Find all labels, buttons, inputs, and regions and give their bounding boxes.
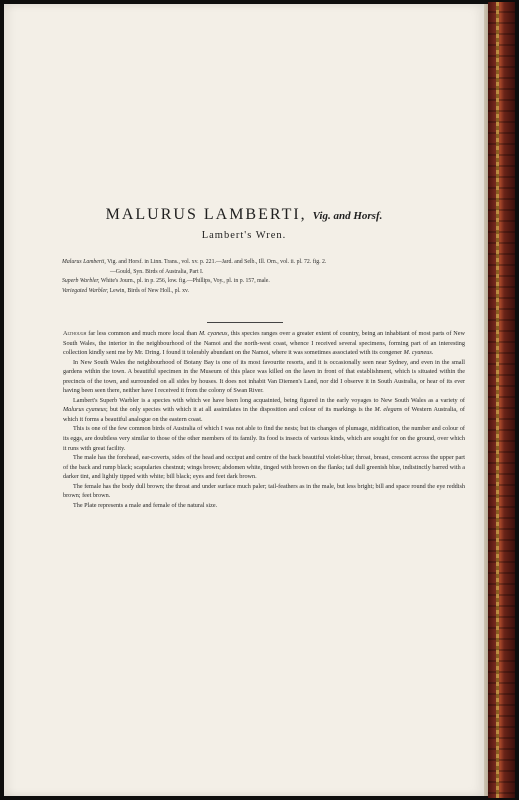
text-run: ; but the only species with which it at all assimilates in the disposition and colour of its markings is the [106,406,375,414]
synonymy-entry [62,287,472,297]
title-block [0,206,488,241]
text-italic: M. cyaneus [198,330,228,337]
binding-gilt-trim [496,2,499,798]
species-title [0,206,488,224]
synonym-reference: —Gould, Syn. Birds of Australia, Part I. [110,268,204,275]
text-run: Lambert's Superb Warbler is a species with which we have been long acquainted, being figured in the early voyages to New South Wales as a variety of [73,396,465,404]
synonym-reference: Vig. and Horsf. in Linn. Trans., vol. xv. p. 221.—Jard. and Selb., Ill. Orn., vol. ii. pl. 72. fig. 2. [105,259,327,265]
species-name: MALURUS LAMBERTI, [105,206,307,223]
text-run: , this species ranges over a greater extent of country, being an inhabitant of most parts of New South Wales, the interior in the neighbourhood of the Namoi and the north-west coast, whence I received several specimens, forming part of an interesting collection kindly sent me by Mr. Dring. I found it tolerably abundant on the Namoi, where it was sometimes associated with its congener [63,330,465,357]
body-text [63,329,465,510]
text-run: far less common and much more local than [86,330,199,337]
synonymy-block [62,258,472,296]
text-run: . [431,349,434,357]
synonym-reference: White's Journ., pl. in p. 256, low. fig.—Phillips, Voy., pl. in p. 157, male. [99,278,270,285]
paragraph: The female has the body dull brown; the throat and under surface much paler; tail-feathers as in the male, but less bright; bill and space round the eye reddish brown; feet brown. [63,482,465,500]
synonymy-entry [62,277,472,287]
text-italic: M. elegans [374,406,403,414]
drop-lead: Although [63,330,87,337]
text-run: of Western Australia, of which it forms a beautiful analogue on the eastern coast. [63,406,465,423]
section-divider [207,322,283,323]
species-authors: Vig. and Horsf. [312,210,383,222]
synonym-name: Variegated Warbler, [62,287,109,294]
book-binding [488,2,515,798]
synonymy-entry [62,258,472,268]
paragraph [63,329,465,358]
synonym-reference: Lewin, Birds of New Holl., pl. xv. [108,287,189,294]
synonym-name: Superb Warbler, [62,278,100,285]
text-italic: Malurus cyaneus [63,406,107,414]
synonym-name: Malurus Lamberti, [62,259,106,265]
paragraph: The Plate represents a male and female of the natural size. [73,501,218,509]
text-italic: M. cyaneus [403,349,432,357]
synonymy-entry [62,268,472,278]
paragraph: This is one of the few common birds of Australia of which I was not able to find the nests; but its changes of plumage, nidification, the number and colour of its eggs, are doubtless very similar to those of the other members of its family. Its food is insects of various kinds, which are sought for on the ground, over which it runs with great facility. [63,425,465,452]
paragraph: In New South Wales the neighbourhood of Botany Bay is one of its most favourite resorts, and it is occasionally seen near Sydney, and even in the small gardens within the town. A beautiful specimen in the Museum of this place was killed on the lawn in front of that establishment, which is situated within the precincts of the town, and surrounded on all sides by houses. It does not inhabit Van Diemen's Land, nor did I observe it in South Australia, or hear of its ever having been seen there, neither have I received it from the colony of Swan River. [63,358,465,395]
common-name: Lambert's Wren. [201,230,287,241]
paragraph [63,396,465,425]
paragraph: The male has the forehead, ear-coverts, sides of the head and occiput and centre of the back beautiful violet-blue; throat, breast, crescent across the upper part of the back and rump black; scapularies chestnut; wings brown; abdomen white, tinged with brown on the flanks; tail dull greenish blue, indistinctly barred with a darker tint, and lightly tipped with white; bill black; eyes and feet dark brown. [63,454,465,481]
